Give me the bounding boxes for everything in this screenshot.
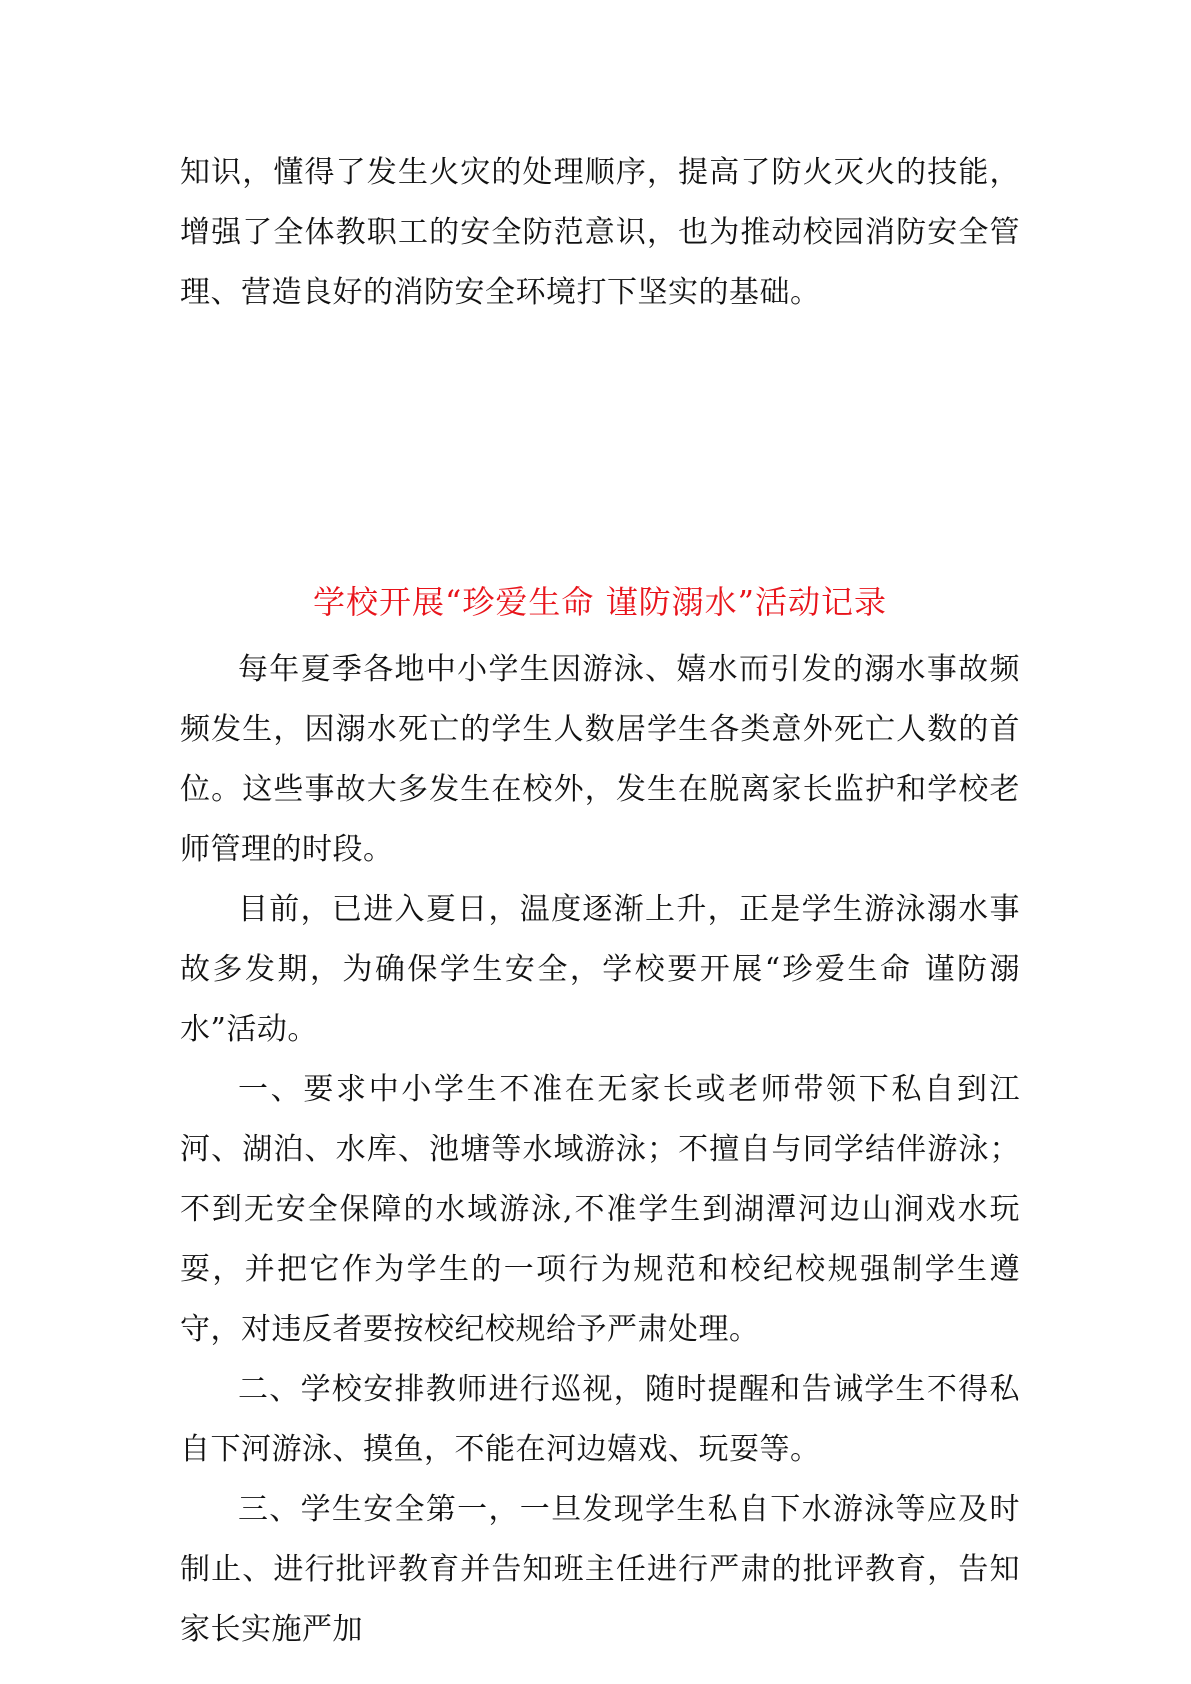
intro-section xyxy=(180,143,1020,323)
paragraph-3: 一、要求中小学生不准在无家长或老师带领下私自到江河、湖泊、水库、池塘等水域游泳；不擅自与同学结伴游泳；不到无安全保障的水域游泳,不准学生到湖潭河边山涧戏水玩耍，并把它作为学生的一项行为规范和校纪校规强制学生遵守，对违反者要按校纪校规给予严肃处理。 xyxy=(180,1072,1020,1347)
paragraph-2: 目前，已进入夏日，温度逐渐上升，正是学生游泳溺水事故多发期，为确保学生安全，学校要开展“珍爱生命 谨防溺水”活动。 xyxy=(180,892,1020,1047)
intro-paragraph: 知识，懂得了发生火灾的处理顺序，提高了防火灭火的技能，增强了全体教职工的安全防范意识，也为推动校园消防安全管理、营造良好的消防安全环境打下坚实的基础。 xyxy=(180,155,1020,310)
paragraph-1: 每年夏季各地中小学生因游泳、嬉水而引发的溺水事故频频发生，因溺水死亡的学生人数居学生各类意外死亡人数的首位。这些事故大多发生在校外，发生在脱离家长监护和学校老师管理的时段。 xyxy=(180,652,1020,867)
paragraph-4: 二、学校安排教师进行巡视，随时提醒和告诫学生不得私自下河游泳、摸鱼，不能在河边嬉戏、玩耍等。 xyxy=(180,1372,1020,1467)
body-section xyxy=(180,640,1020,1660)
document-title: 学校开展“珍爱生命 谨防溺水”活动记录 xyxy=(313,583,887,621)
paragraph-5: 三、学生安全第一，一旦发现学生私自下水游泳等应及时制止、进行批评教育并告知班主任进行严肃的批评教育，告知家长实施严加 xyxy=(180,1492,1020,1647)
